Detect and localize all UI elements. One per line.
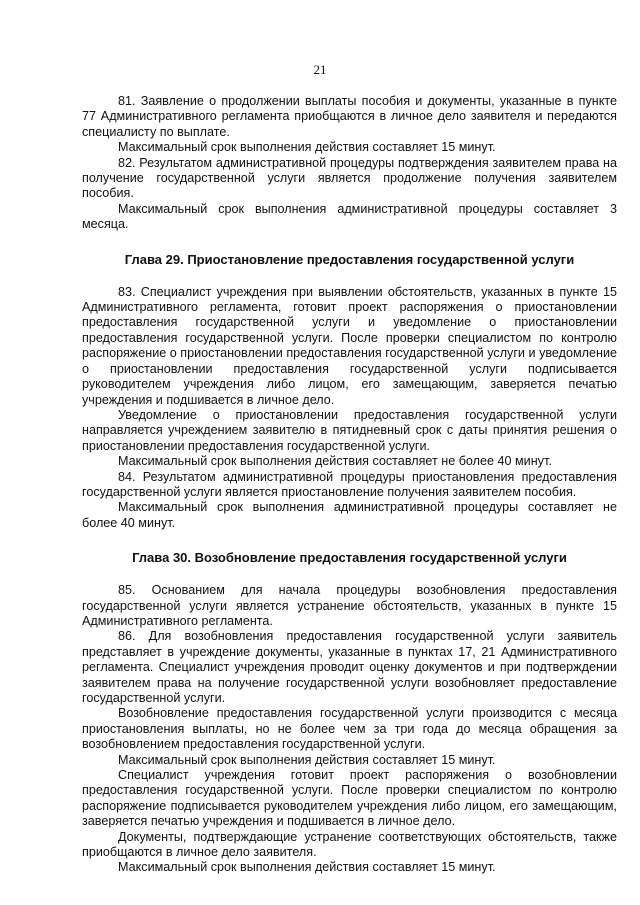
- paragraph-86-final-deadline: Максимальный срок выполнения действия составляет 15 минут.: [118, 860, 496, 875]
- spacer: [82, 531, 617, 550]
- spacer: [82, 268, 617, 285]
- paragraph-84: 84. Результатом административной процедуры приостановления предоставления государственной услуги является приостановление получения заявителем пособия.: [82, 469, 617, 499]
- paragraph-81-deadline: Максимальный срок выполнения действия составляет 15 минут.: [118, 140, 496, 155]
- spacer: [82, 233, 617, 252]
- paragraph-86-order: Специалист учреждения готовит проект распоряжения о возобновлении предоставления государственной услуги. После проверки специалистом по контролю распоряжение подписывается руководителем учреждения либо лицом, его замещающим, заверяется печатью учреждения и подшивается в личное дело.: [82, 768, 617, 829]
- paragraph-83-notice: Уведомление о приостановлении предоставления государственной услуги направляется учреждением заявителю в пятидневный срок с даты принятия решения о приостановлении предоставления государственной услуги.: [82, 407, 617, 453]
- chapter-30-heading: Глава 30. Возобновление предоставления государственной услуги: [132, 550, 567, 566]
- paragraph-86-documents: Документы, подтверждающие устранение соответствующих обстоятельств, также приобщаются в личное дело заявителя.: [82, 829, 617, 860]
- document-body: [82, 94, 617, 876]
- paragraph-86-resumption: Возобновление предоставления государственной услуги производится с месяца приостановления выплаты, но не более чем за три года до месяца обращения за возобновлением предоставления государственной услуги.: [82, 706, 617, 752]
- chapter-29-heading: Глава 29. Приостановление предоставления государственной услуги: [124, 251, 575, 267]
- paragraph-82-deadline: Максимальный срок выполнения административной процедуры составляет 3 месяца.: [82, 201, 617, 232]
- paragraph-83-deadline: Максимальный срок выполнения действия составляет не более 40 минут.: [118, 454, 552, 469]
- spacer: [82, 566, 617, 583]
- paragraph-86: 86. Для возобновления предоставления государственной услуги заявитель представляет в учреждение документы, указанные в пунктах 17, 21 Административного регламента. Специалист учреждения проводит оценку документов и при подтверждении заявителем права на получение государственной услуги возобновляет предоставление государственной услуги.: [82, 629, 617, 705]
- paragraph-82: 82. Результатом административной процедуры подтверждения заявителем права на получение государственной услуги является продолжение получения заявителем пособия.: [82, 155, 617, 201]
- paragraph-83: 83. Специалист учреждения при выявлении обстоятельств, указанных в пункте 15 Административного регламента, готовит проект распоряжения о приостановлении предоставления государственной услуги и уведомление о приостановлении предоставления государственной услуги. После проверки специалистом по контролю распоряжение о приостановлении предоставления государственной услуги и уведомление о приостановлении предоставления государственной услуги подписывается руководителем учреждения либо лицом, его замещающим, заверяется печатью учреждения и подшивается в личное дело.: [82, 284, 617, 407]
- paragraph-81: 81. Заявление о продолжении выплаты пособия и документы, указанные в пункте 77 Административного регламента приобщаются в личное дело заявителя и передаются специалисту по выплате.: [82, 94, 617, 139]
- paragraph-85: 85. Основанием для начала процедуры возобновления предоставления государственной услуги является устранение обстоятельств, указанных в пункте 15 Административного регламента.: [82, 583, 617, 628]
- paragraph-86-deadline: Максимальный срок выполнения действия составляет 15 минут.: [118, 752, 496, 767]
- page-number: 21: [313, 62, 327, 77]
- paragraph-84-deadline: Максимальный срок выполнения административной процедуры составляет не более 40 минут.: [82, 500, 617, 530]
